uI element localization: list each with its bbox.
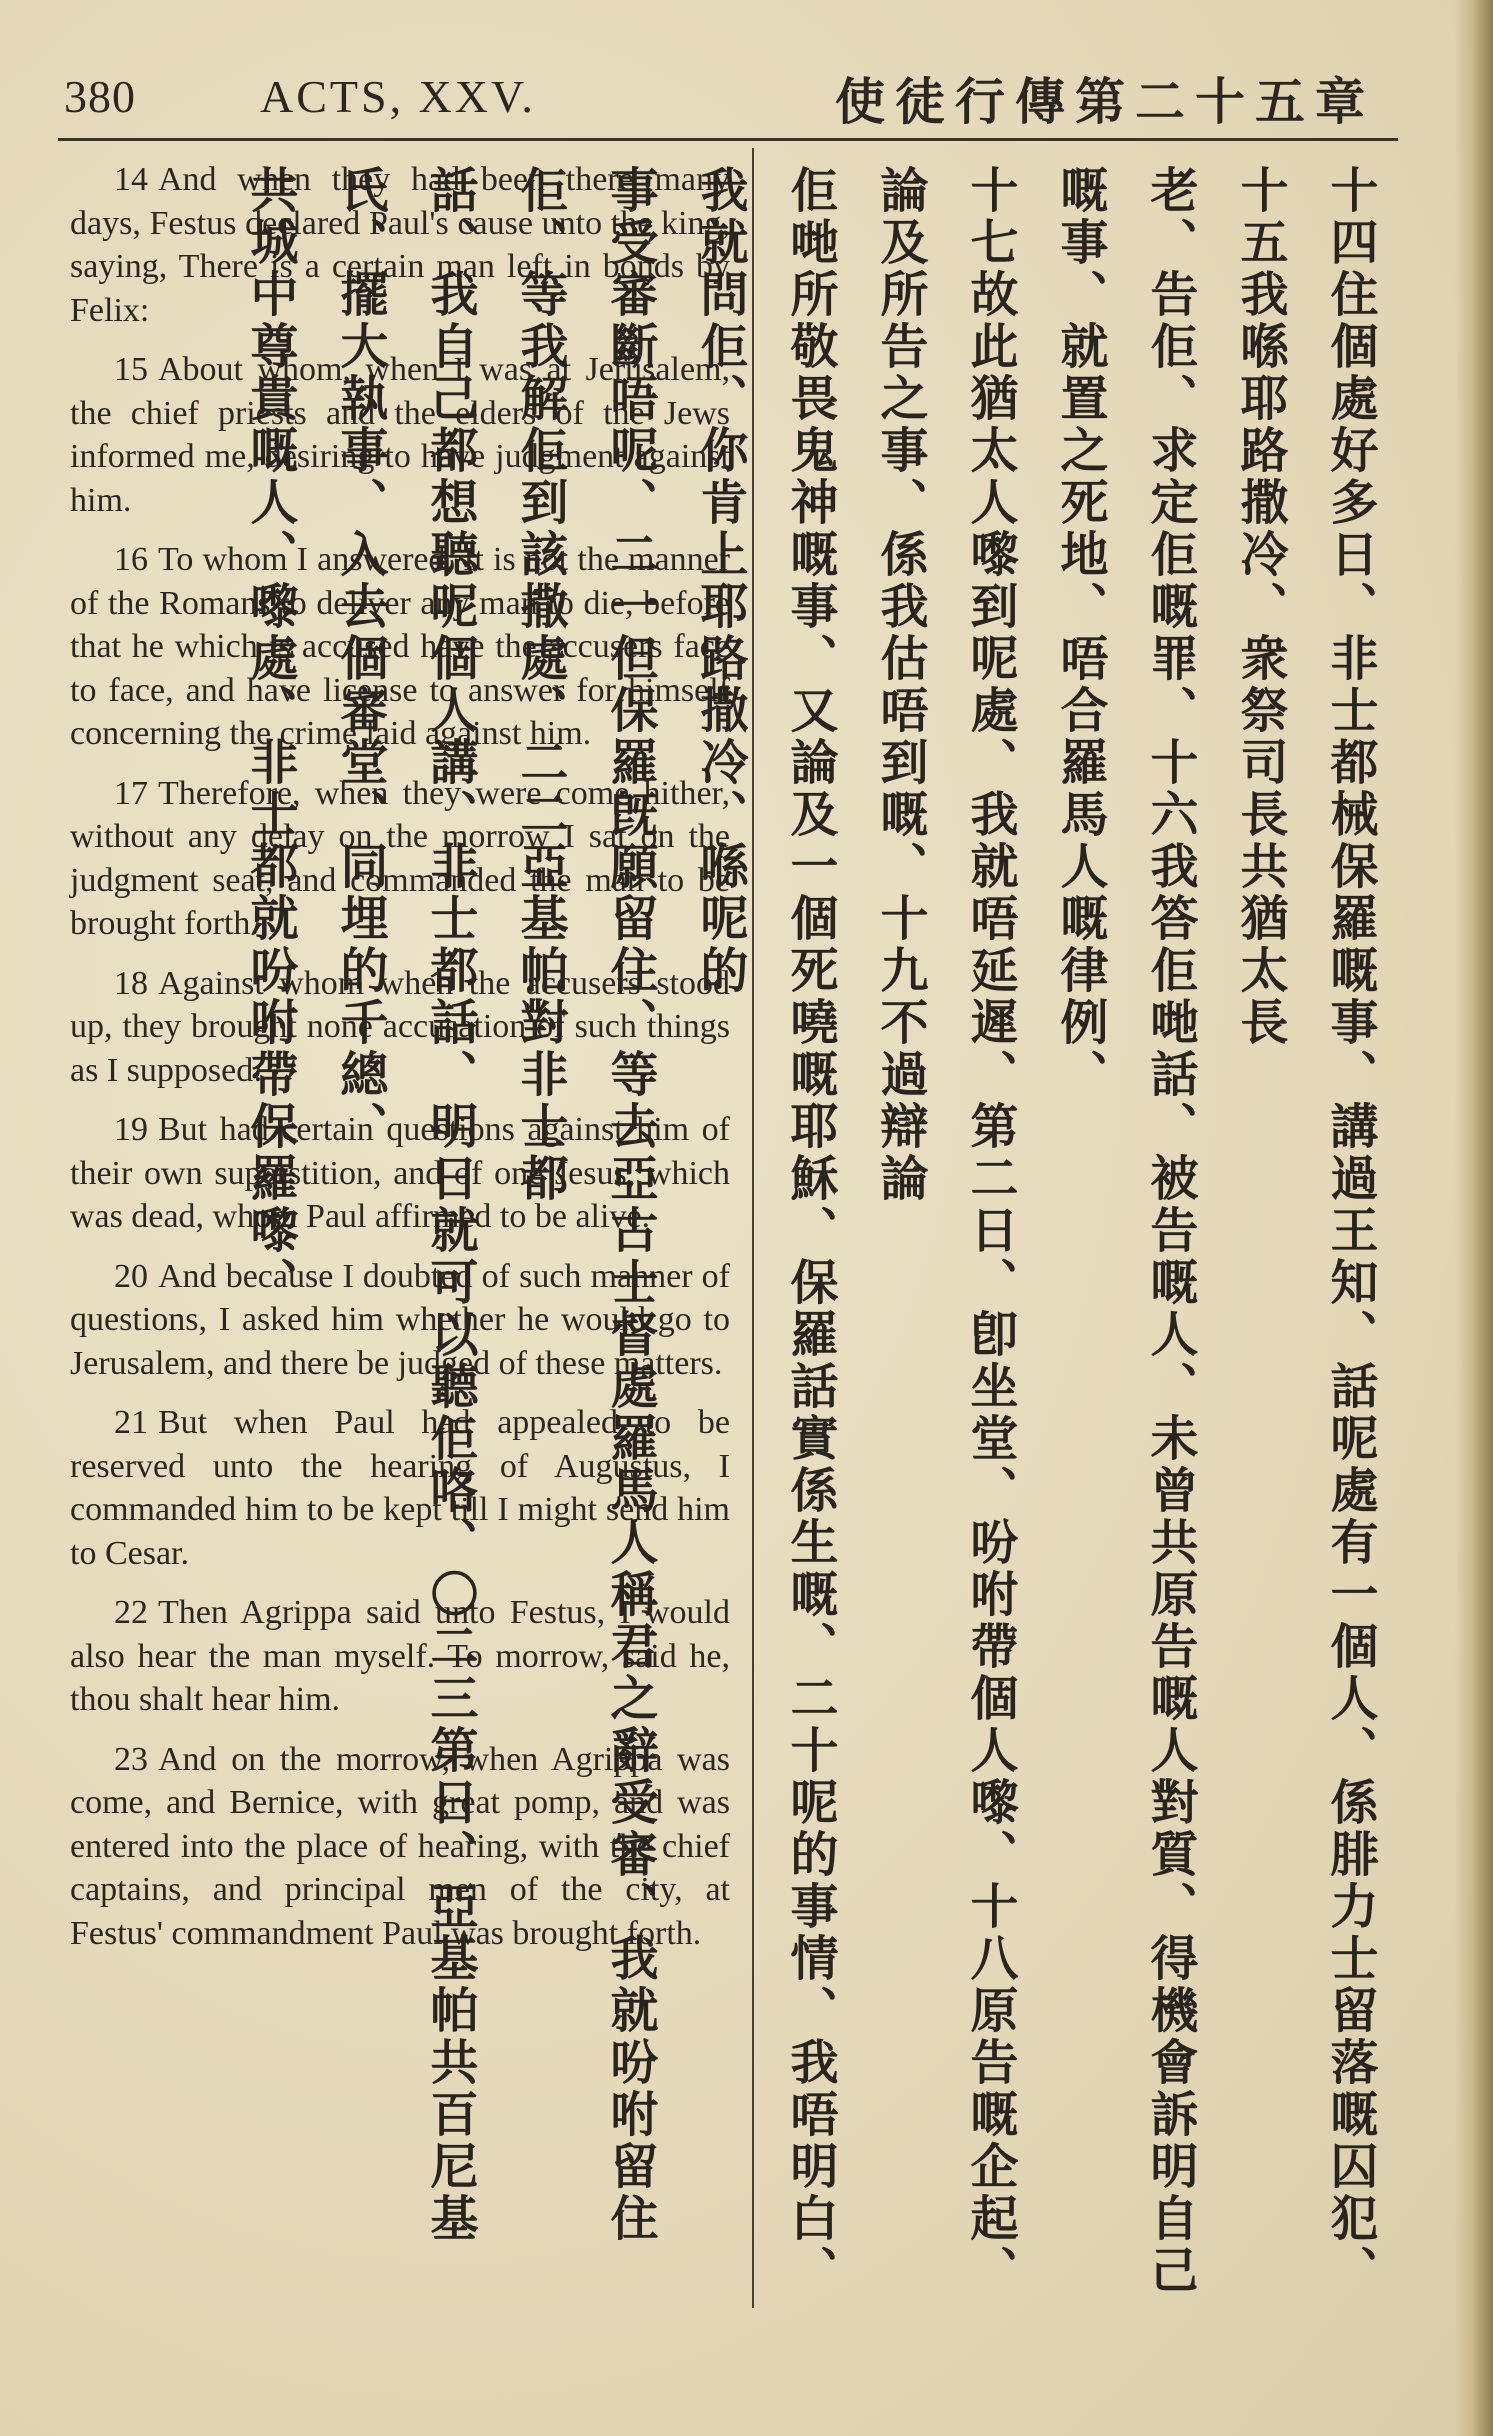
verse-text: Then Agrippa said unto Festus, I would also hear the man myself. To morrow, said he, thou shalt hear him. (70, 1594, 730, 1718)
verse-text: And because I doubted of such manner of questions, I asked him whether he would go to Jerusalem, and there be judged of these matters. (70, 1257, 730, 1382)
verse-number: 23 (114, 1740, 148, 1778)
header-rule (58, 138, 1398, 141)
chinese-text-line: 事受審斷唔呢、二一但保羅旣願留住、等去亞古士督處羅馬人稱君之辭受審、我就吩咐留住佢、等我解佢到該撒處、二二亞基帕對非士都 (512, 165, 658, 2245)
verse-number: 15 (114, 351, 148, 388)
page-edge-shadow (1455, 0, 1493, 2436)
verse-text: About whom, when I was at Jerusalem, the chief priests and the elders of the Jews informed me, desiring to have judgment against him. (70, 351, 730, 519)
verse-text: But had certain questions against him of their own superstition, and of one Jesus, which was dead, whom Paul affirmed to be alive. (70, 1111, 730, 1235)
chinese-text-line: 共城中尊貴嘅人、嚟處、非士都就吩咐帶保羅嚟、 (242, 165, 298, 1309)
verse-text: Against whom when the accusers stood up, they brought none accusation of such things as I supposed: (70, 964, 730, 1089)
chinese-text-line: 佢哋所敬畏鬼神嘅事、又論及一個死嘵嘅耶穌、保羅話實係生嘅、二十呢的事情、我唔明白、我就問佢、你肯上耶路撒冷、喺呢的 (692, 165, 838, 2297)
chinese-text-line: 十七故此猶太人嚟到呢處、我就唔延遲、第二日、卽坐堂、吩咐帶個人嚟、十八原告嘅企起、論及所告之事、係我估唔到嘅、十九不過辯論 (872, 165, 1018, 2297)
verse-text: But when Paul had appealed to be reserved unto the hearing of Augustus, I commanded him to be kept till I might send him to Cesar. (70, 1404, 730, 1572)
verse-number: 19 (114, 1111, 148, 1148)
chinese-text-line: 十四住個處好多日、非士都械保羅嘅事、講過王知、話呢處有一個人、係腓力士留落嘅囚犯、十五我喺耶路撒冷、衆祭司長共猶太長 (1232, 165, 1378, 2297)
chinese-text-line: 話、我自己都想聽呢個人講、非士都話、明日就可以聽佢咯、〇二三第日、亞基帕共百尼基氏、擺大執事、入去個審堂、同埋的千總、 (332, 165, 478, 2245)
verse-text: To whom I answered, It is not the manner of the Romans to deliver any man to die, before that he which is accused have the accusers face to face, and have license to answer for himself concerning the crime laid against him. (70, 541, 730, 752)
chinese-running-head: 使徒行傳第二十五章 (835, 73, 1375, 131)
page-number: 380 (64, 71, 136, 122)
chinese-text-line: 老、告佢、求定佢嘅罪、十六我答佢哋話、被告嘅人、未曾共原告嘅人對質、得機會訴明自己嘅事、就置之死地、唔合羅馬人嘅律例、 (1052, 165, 1198, 2297)
verse-number: 22 (114, 1594, 148, 1631)
verse-number: 18 (114, 964, 148, 1002)
verse-text: And when they had been there many days, Festus declared Paul's cause unto the king, saying, There is a certain man left in bonds by Felix: (70, 161, 730, 329)
verse-number: 20 (114, 1257, 148, 1295)
verse-text: And on the morrow, when Agrippa was come, and Bernice, with great pomp, and was entered into the place of hearing, with the chief captains, and principal men of the city, at Festus' commandment Paul was brought forth. (70, 1740, 730, 1952)
verse-text: Therefore, when they were come hither, without any delay on the morrow I sat on the judgment seat, and commanded the man to be brought forth. (70, 774, 730, 942)
verse-number: 14 (114, 161, 148, 198)
running-head: ACTS, XXV. (260, 71, 536, 122)
verse-number: 16 (114, 541, 148, 578)
page-header (0, 40, 1493, 140)
verse-number: 17 (114, 774, 148, 812)
verse-number: 21 (114, 1404, 148, 1441)
